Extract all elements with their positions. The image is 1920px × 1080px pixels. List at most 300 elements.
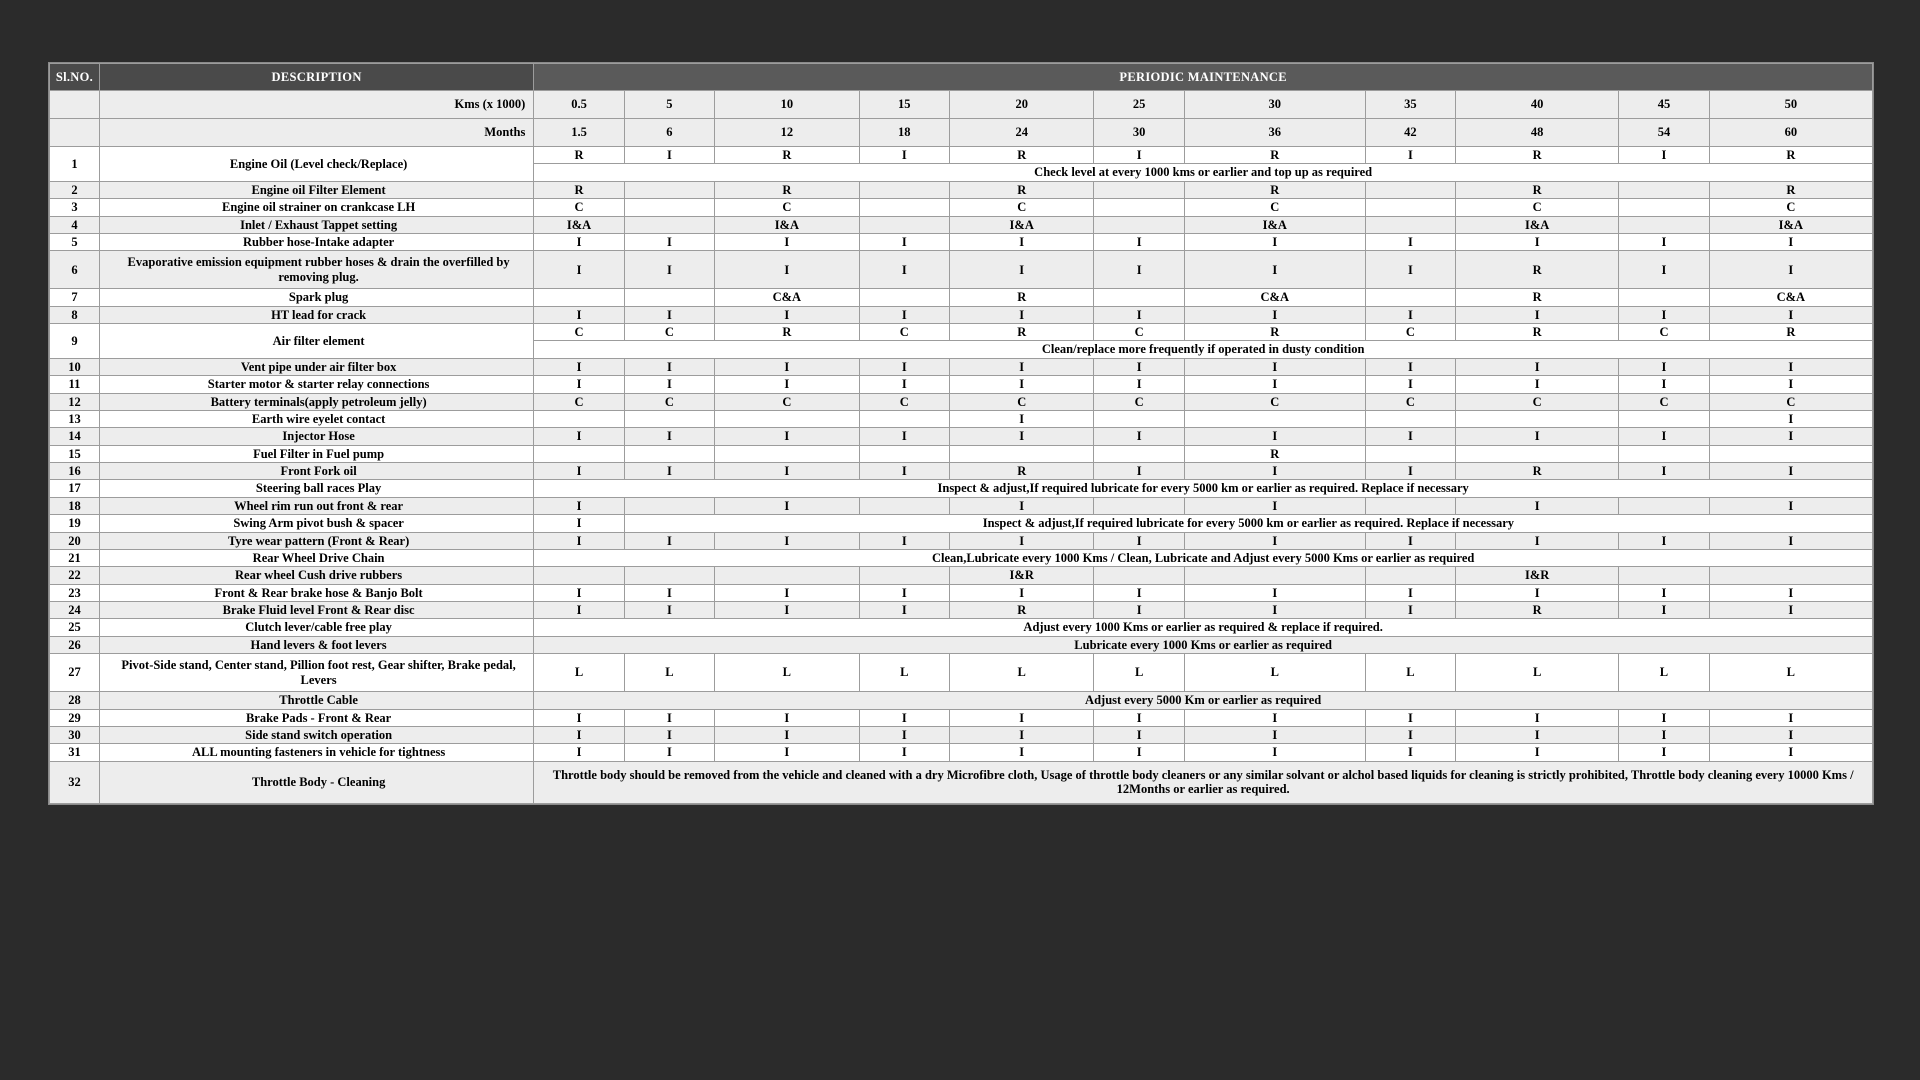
row-value: C — [949, 393, 1093, 410]
row-value: C — [534, 324, 624, 341]
row-description: Side stand switch operation — [99, 726, 533, 743]
row-slno: 28 — [50, 692, 100, 709]
table-body — [50, 91, 1873, 804]
row-value: C — [1365, 393, 1455, 410]
row-value — [1619, 497, 1709, 514]
row-value: I — [859, 532, 949, 549]
row-value: I — [949, 726, 1093, 743]
row-slno: 6 — [50, 251, 100, 289]
row-value: I — [859, 726, 949, 743]
row-value: C — [859, 324, 949, 341]
row-value: I — [1094, 376, 1184, 393]
row-value: R — [1456, 181, 1619, 198]
row-value: C — [534, 393, 624, 410]
header-description: DESCRIPTION — [99, 64, 533, 91]
row-value: I — [715, 497, 859, 514]
kms-value: 30 — [1184, 91, 1365, 119]
table-row — [50, 147, 1873, 164]
row-value: I — [624, 358, 714, 375]
kms-value: 20 — [949, 91, 1093, 119]
row-value — [624, 181, 714, 198]
row-note: Adjust every 1000 Kms or earlier as required & replace if required. — [534, 619, 1873, 636]
row-value — [859, 216, 949, 233]
row-slno: 21 — [50, 549, 100, 566]
row-value — [1365, 181, 1455, 198]
row-value: C — [1619, 393, 1709, 410]
months-value: 48 — [1456, 119, 1619, 147]
row-description: Air filter element — [99, 324, 533, 359]
row-value: I — [534, 584, 624, 601]
row-value — [859, 497, 949, 514]
row-value: I — [1094, 233, 1184, 250]
table-row — [50, 410, 1873, 427]
row-note: Lubricate every 1000 Kms or earlier as required — [534, 636, 1873, 653]
row-value: I — [1456, 358, 1619, 375]
row-value: I — [1456, 306, 1619, 323]
kms-value: 0.5 — [534, 91, 624, 119]
row-slno: 32 — [50, 761, 100, 803]
row-value: I — [1709, 584, 1872, 601]
kms-value: 50 — [1709, 91, 1872, 119]
row-value — [1365, 216, 1455, 233]
row-slno: 19 — [50, 515, 100, 532]
row-value: R — [715, 181, 859, 198]
row-value: R — [949, 602, 1093, 619]
row-value: I&A — [534, 216, 624, 233]
row-value: R — [949, 289, 1093, 306]
row-value: I — [1456, 709, 1619, 726]
row-value: I — [624, 744, 714, 761]
row-slno: 17 — [50, 480, 100, 497]
row-value: I — [949, 358, 1093, 375]
table-row — [50, 463, 1873, 480]
row-value: C — [1094, 324, 1184, 341]
row-value: I — [1365, 233, 1455, 250]
row-slno: 8 — [50, 306, 100, 323]
row-value: I — [1184, 463, 1365, 480]
row-value: I — [624, 251, 714, 289]
row-note: Throttle body should be removed from the vehicle and cleaned with a dry Microfibre cloth, Usage of throttle body cleaners or any similar solvant or alchol based liquids for cleaning is strictly prohibited, Throttle body cleaning every 10000 Kms / 12Months or earlier as required. — [534, 761, 1873, 803]
row-value — [1365, 199, 1455, 216]
row-value — [1094, 289, 1184, 306]
row-value: R — [1709, 324, 1872, 341]
row-slno: 31 — [50, 744, 100, 761]
row-value: I — [1709, 428, 1872, 445]
row-description: Engine oil Filter Element — [99, 181, 533, 198]
row-description: Steering ball races Play — [99, 480, 533, 497]
row-value: I — [1619, 358, 1709, 375]
row-slno: 15 — [50, 445, 100, 462]
row-value: I — [859, 251, 949, 289]
row-value: C — [715, 199, 859, 216]
row-value — [1619, 567, 1709, 584]
months-value: 42 — [1365, 119, 1455, 147]
row-value: L — [949, 654, 1093, 692]
row-slno: 22 — [50, 567, 100, 584]
row-note: Clean/replace more frequently if operated in dusty condition — [534, 341, 1873, 358]
row-value — [715, 445, 859, 462]
row-slno: 4 — [50, 216, 100, 233]
row-value — [1619, 410, 1709, 427]
row-value: I — [1184, 376, 1365, 393]
months-row-slno-blank — [50, 119, 100, 147]
row-value — [534, 445, 624, 462]
row-value: I — [1184, 306, 1365, 323]
row-value: R — [949, 324, 1093, 341]
row-value: I — [1365, 376, 1455, 393]
row-value — [859, 445, 949, 462]
row-value: R — [1456, 251, 1619, 289]
row-value: I — [1709, 233, 1872, 250]
row-value: I — [1365, 602, 1455, 619]
row-value: I — [1184, 532, 1365, 549]
row-value: I — [1619, 744, 1709, 761]
kms-value: 25 — [1094, 91, 1184, 119]
row-slno: 25 — [50, 619, 100, 636]
months-value: 30 — [1094, 119, 1184, 147]
row-value: I — [1619, 726, 1709, 743]
row-value: L — [1094, 654, 1184, 692]
row-value: I — [624, 306, 714, 323]
table-header — [50, 64, 1873, 91]
row-value: I — [1456, 428, 1619, 445]
row-description: Rear wheel Cush drive rubbers — [99, 567, 533, 584]
table-row — [50, 324, 1873, 341]
row-value: I — [1619, 251, 1709, 289]
row-slno: 13 — [50, 410, 100, 427]
row-value: C — [1184, 393, 1365, 410]
row-value: I — [715, 532, 859, 549]
row-slno: 11 — [50, 376, 100, 393]
row-value — [859, 181, 949, 198]
row-value: I — [859, 233, 949, 250]
row-value: C&A — [715, 289, 859, 306]
row-value: R — [1184, 147, 1365, 164]
row-value: I — [1619, 376, 1709, 393]
row-description: Engine oil strainer on crankcase LH — [99, 199, 533, 216]
row-value: I — [1456, 726, 1619, 743]
row-value: L — [624, 654, 714, 692]
row-value: I — [1619, 233, 1709, 250]
row-value — [1619, 199, 1709, 216]
row-slno: 10 — [50, 358, 100, 375]
row-value: C — [949, 199, 1093, 216]
table-row — [50, 549, 1873, 566]
row-value: I — [949, 497, 1093, 514]
row-value: I — [1094, 358, 1184, 375]
row-value: I — [1365, 428, 1455, 445]
row-value — [1094, 445, 1184, 462]
row-value: I — [534, 726, 624, 743]
row-value — [1094, 410, 1184, 427]
row-value: I — [1365, 709, 1455, 726]
row-value: I — [1094, 463, 1184, 480]
row-value — [1365, 410, 1455, 427]
table-row — [50, 445, 1873, 462]
row-value: I — [1456, 376, 1619, 393]
row-value: I — [1184, 251, 1365, 289]
row-value: I — [624, 709, 714, 726]
row-description: Clutch lever/cable free play — [99, 619, 533, 636]
table-row — [50, 567, 1873, 584]
row-description: Vent pipe under air filter box — [99, 358, 533, 375]
row-description: HT lead for crack — [99, 306, 533, 323]
row-value: I — [1619, 532, 1709, 549]
table-row — [50, 428, 1873, 445]
row-value: I — [1184, 358, 1365, 375]
row-value: I — [859, 376, 949, 393]
row-value — [624, 410, 714, 427]
months-row — [50, 119, 1873, 147]
row-value — [624, 567, 714, 584]
row-value: I — [624, 233, 714, 250]
row-value: I — [1709, 497, 1872, 514]
row-value: C — [624, 393, 714, 410]
row-value — [1365, 289, 1455, 306]
row-value — [1094, 199, 1184, 216]
row-description: Wheel rim run out front & rear — [99, 497, 533, 514]
row-description: Battery terminals(apply petroleum jelly) — [99, 393, 533, 410]
row-description: Pivot-Side stand, Center stand, Pillion foot rest, Gear shifter, Brake pedal, Levers — [99, 654, 533, 692]
row-value — [859, 199, 949, 216]
table-row — [50, 181, 1873, 198]
row-description: Spark plug — [99, 289, 533, 306]
header-slno: Sl.NO. — [50, 64, 100, 91]
row-value: C — [1456, 393, 1619, 410]
row-value — [715, 567, 859, 584]
row-value: C — [1456, 199, 1619, 216]
row-slno: 23 — [50, 584, 100, 601]
row-value: L — [1365, 654, 1455, 692]
header-periodic-maintenance: PERIODIC MAINTENANCE — [534, 64, 1873, 91]
row-value: I — [1365, 584, 1455, 601]
row-value: I — [1184, 233, 1365, 250]
kms-value: 15 — [859, 91, 949, 119]
row-value: I — [1619, 602, 1709, 619]
kms-row-slno-blank — [50, 91, 100, 119]
row-value: I — [859, 306, 949, 323]
row-value: I — [1456, 744, 1619, 761]
row-value: I — [715, 744, 859, 761]
row-value: I — [1456, 233, 1619, 250]
row-value: C — [1709, 199, 1872, 216]
row-value: I — [1709, 463, 1872, 480]
row-value: I — [1709, 726, 1872, 743]
row-note: Adjust every 5000 Km or earlier as required — [534, 692, 1873, 709]
row-description: Brake Fluid level Front & Rear disc — [99, 602, 533, 619]
row-value: R — [949, 181, 1093, 198]
row-value: I — [1094, 251, 1184, 289]
row-description: Front Fork oil — [99, 463, 533, 480]
row-value: I — [1094, 532, 1184, 549]
row-slno: 29 — [50, 709, 100, 726]
row-value: I — [1619, 463, 1709, 480]
row-value: I&A — [1456, 216, 1619, 233]
row-value — [1184, 410, 1365, 427]
row-value: I — [1094, 726, 1184, 743]
table-row — [50, 726, 1873, 743]
table-row — [50, 636, 1873, 653]
months-value: 36 — [1184, 119, 1365, 147]
row-value: I — [1184, 602, 1365, 619]
row-slno: 7 — [50, 289, 100, 306]
row-value: I — [1184, 744, 1365, 761]
row-value: I — [624, 602, 714, 619]
row-value: I — [859, 358, 949, 375]
row-note: Check level at every 1000 kms or earlier and top up as required — [534, 164, 1873, 181]
row-value — [624, 216, 714, 233]
table-row — [50, 584, 1873, 601]
row-value: I — [534, 463, 624, 480]
row-value: R — [949, 463, 1093, 480]
row-value — [1619, 445, 1709, 462]
row-value: R — [534, 147, 624, 164]
row-value: C&A — [1709, 289, 1872, 306]
row-value — [1619, 289, 1709, 306]
row-value: I — [1365, 147, 1455, 164]
row-value: I — [715, 726, 859, 743]
row-value: I — [715, 602, 859, 619]
row-value: L — [1619, 654, 1709, 692]
row-value: I — [1094, 147, 1184, 164]
row-value: I — [1365, 463, 1455, 480]
row-value: I — [534, 709, 624, 726]
row-value — [1365, 497, 1455, 514]
table-row — [50, 199, 1873, 216]
row-value: R — [1456, 602, 1619, 619]
row-value: I — [949, 376, 1093, 393]
table-row — [50, 233, 1873, 250]
row-value — [859, 289, 949, 306]
row-value: I — [715, 584, 859, 601]
months-value: 18 — [859, 119, 949, 147]
row-value: I — [1709, 358, 1872, 375]
row-value: C — [715, 393, 859, 410]
row-value: I — [715, 251, 859, 289]
row-value: C — [859, 393, 949, 410]
row-slno: 30 — [50, 726, 100, 743]
row-value — [1094, 216, 1184, 233]
kms-row — [50, 91, 1873, 119]
row-description: Hand levers & foot levers — [99, 636, 533, 653]
row-value: I — [1456, 532, 1619, 549]
row-value: I — [1619, 147, 1709, 164]
row-value: I — [1365, 358, 1455, 375]
row-slno: 18 — [50, 497, 100, 514]
table-row — [50, 602, 1873, 619]
kms-value: 5 — [624, 91, 714, 119]
row-value: I — [859, 584, 949, 601]
row-value: I — [1094, 306, 1184, 323]
row-value: L — [534, 654, 624, 692]
row-value — [624, 289, 714, 306]
row-value: L — [1184, 654, 1365, 692]
row-slno: 14 — [50, 428, 100, 445]
row-value: I — [1365, 532, 1455, 549]
row-value: I&A — [715, 216, 859, 233]
row-value: I — [1709, 532, 1872, 549]
row-note: Clean,Lubricate every 1000 Kms / Clean, Lubricate and Adjust every 5000 Kms or earlier as required — [534, 549, 1873, 566]
table-row — [50, 289, 1873, 306]
row-note: Inspect & adjust,If required lubricate for every 5000 km or earlier as required. Replace if necessary — [534, 480, 1873, 497]
row-description: Evaporative emission equipment rubber hoses & drain the overfilled by removing plug. — [99, 251, 533, 289]
row-value: I — [715, 358, 859, 375]
row-value: I — [1094, 744, 1184, 761]
row-slno: 5 — [50, 233, 100, 250]
row-value: I — [859, 744, 949, 761]
row-value: I — [949, 233, 1093, 250]
row-value: I — [859, 709, 949, 726]
table-row — [50, 251, 1873, 289]
row-value: I — [534, 251, 624, 289]
maintenance-chart-sheet — [48, 62, 1874, 805]
row-value: R — [1456, 324, 1619, 341]
row-value — [1094, 497, 1184, 514]
row-description: Injector Hose — [99, 428, 533, 445]
periodic-maintenance-table — [49, 63, 1873, 804]
row-value: I — [534, 744, 624, 761]
row-value — [1456, 445, 1619, 462]
row-value — [624, 199, 714, 216]
row-value: C — [1365, 324, 1455, 341]
table-row — [50, 358, 1873, 375]
table-row — [50, 480, 1873, 497]
row-description: Brake Pads - Front & Rear — [99, 709, 533, 726]
row-value: I — [949, 744, 1093, 761]
table-row — [50, 692, 1873, 709]
row-value: I — [859, 147, 949, 164]
row-slno: 16 — [50, 463, 100, 480]
row-value: I — [1094, 709, 1184, 726]
row-value: I — [1094, 584, 1184, 601]
row-value: R — [1456, 289, 1619, 306]
row-note: Inspect & adjust,If required lubricate for every 5000 km or earlier as required. Replace if necessary — [624, 515, 1872, 532]
row-value: I — [1709, 410, 1872, 427]
row-description: Engine Oil (Level check/Replace) — [99, 147, 533, 182]
row-value: I — [715, 376, 859, 393]
row-description: ALL mounting fasteners in vehicle for tightness — [99, 744, 533, 761]
row-description: Front & Rear brake hose & Banjo Bolt — [99, 584, 533, 601]
row-value: I — [534, 306, 624, 323]
row-value: I — [859, 428, 949, 445]
row-value: I — [1619, 428, 1709, 445]
row-value: I — [534, 515, 624, 532]
row-description: Throttle Body - Cleaning — [99, 761, 533, 803]
row-description: Rubber hose-Intake adapter — [99, 233, 533, 250]
row-value: I — [1619, 584, 1709, 601]
row-value: I — [715, 463, 859, 480]
row-value: I — [715, 306, 859, 323]
row-value: I — [624, 584, 714, 601]
row-description: Rear Wheel Drive Chain — [99, 549, 533, 566]
row-slno: 24 — [50, 602, 100, 619]
row-value — [1456, 410, 1619, 427]
row-value — [859, 410, 949, 427]
header-row-titles — [50, 64, 1873, 91]
months-row-label: Months — [99, 119, 533, 147]
row-value: I — [1184, 497, 1365, 514]
row-description: Earth wire eyelet contact — [99, 410, 533, 427]
row-value: L — [859, 654, 949, 692]
row-value: I — [1184, 726, 1365, 743]
row-value: I — [624, 147, 714, 164]
row-value: I — [534, 602, 624, 619]
row-description: Inlet / Exhaust Tappet setting — [99, 216, 533, 233]
row-value — [534, 567, 624, 584]
row-value — [534, 289, 624, 306]
row-value — [1094, 181, 1184, 198]
row-value: I — [1184, 584, 1365, 601]
